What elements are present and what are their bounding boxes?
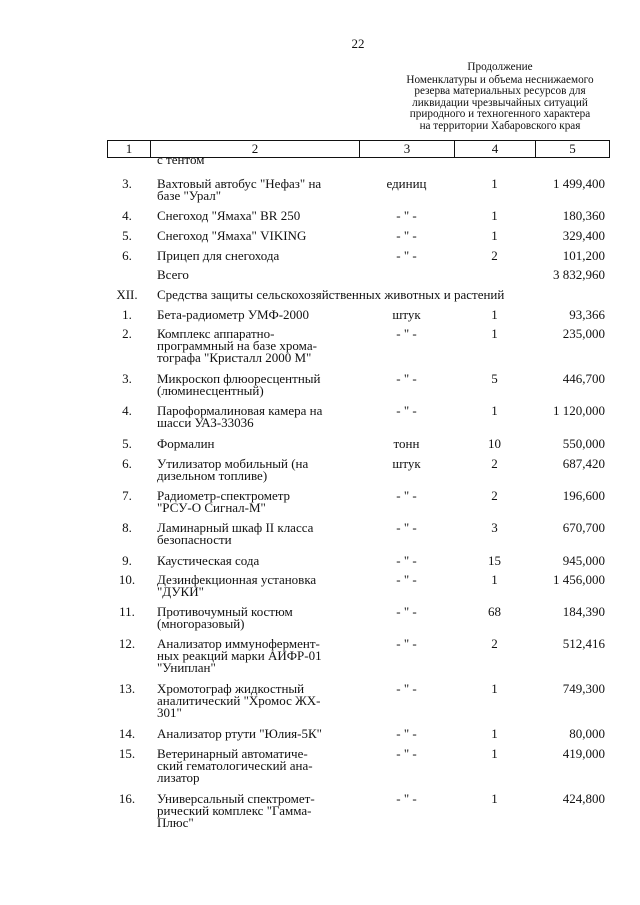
row-number: 6. xyxy=(122,248,132,263)
row-amount: 93,366 xyxy=(569,307,605,322)
row-number: 11. xyxy=(119,604,135,619)
row-quantity: 1 xyxy=(491,746,498,761)
row-name-line: Прицеп для снегохода xyxy=(157,248,280,263)
row-quantity: 2 xyxy=(491,636,498,651)
row-unit: - " - xyxy=(396,604,417,619)
row-amount: 424,800 xyxy=(562,791,605,806)
row-number: 3. xyxy=(122,371,132,386)
row-name xyxy=(157,638,362,674)
row-name-line: дизельном топливе) xyxy=(157,468,268,483)
row-quantity: 15 xyxy=(488,553,501,568)
row-number: 7. xyxy=(122,488,132,503)
row-name-line: Снегоход "Ямаха" BR 250 xyxy=(157,208,301,223)
row-quantity: 10 xyxy=(488,436,501,451)
row-name-line: Ветеринарный автоматиче- xyxy=(157,746,308,761)
row-number: 1. xyxy=(122,307,132,322)
row-name-line: с тентом xyxy=(157,152,205,167)
row-name xyxy=(157,178,362,202)
total-amount: 3 832,960 xyxy=(553,267,605,282)
row-name-line: ных реакций марки АИФР-01 xyxy=(157,648,322,663)
row-name xyxy=(157,555,362,567)
row-quantity: 1 xyxy=(491,791,498,806)
row-unit: тонн xyxy=(393,436,420,451)
row-name xyxy=(157,438,362,450)
row-name xyxy=(157,793,362,829)
row-quantity: 1 xyxy=(491,307,498,322)
row-name xyxy=(157,230,362,242)
row-unit: - " - xyxy=(396,726,417,741)
row-amount: 80,000 xyxy=(569,726,605,741)
row-unit: - " - xyxy=(396,488,417,503)
row-name-line: лизатор xyxy=(157,770,200,785)
row-name-line: Универсальный спектромет- xyxy=(157,791,315,806)
row-name-line: рический комплекс "Гамма- xyxy=(157,803,312,818)
row-name xyxy=(157,683,362,719)
row-amount: 945,000 xyxy=(562,553,605,568)
row-number: 4. xyxy=(122,403,132,418)
row-name-line: базе "Урал" xyxy=(157,188,222,203)
continuation-line: на территории Хабаровского края xyxy=(419,119,581,132)
row-name-line: аналитический "Хромос ЖХ- xyxy=(157,693,321,708)
row-amount: 512,416 xyxy=(562,636,605,651)
continuation-line: природного и техногенного характера xyxy=(409,108,591,121)
row-unit: - " - xyxy=(396,553,417,568)
row-name-line: шасси УАЗ-33036 xyxy=(157,415,254,430)
row-name xyxy=(157,574,362,598)
row-amount: 446,700 xyxy=(562,371,605,386)
row-name xyxy=(157,210,362,222)
row-quantity: 3 xyxy=(491,520,498,535)
row-unit: - " - xyxy=(396,681,417,696)
row-amount: 419,000 xyxy=(562,746,605,761)
row-quantity: 68 xyxy=(488,604,501,619)
row-name-line: ский гематологический ана- xyxy=(157,758,313,773)
row-unit: - " - xyxy=(396,371,417,386)
row-name-line: 301" xyxy=(157,705,182,720)
row-name-line: Утилизатор мобильный (на xyxy=(157,456,309,471)
row-unit: - " - xyxy=(396,791,417,806)
row-amount: 749,300 xyxy=(562,681,605,696)
row-quantity: 1 xyxy=(491,572,498,587)
row-name-line: тографа "Кристалл 2000 М" xyxy=(157,350,312,365)
continuation-line: ликвидации чрезвычайных ситуаций xyxy=(412,96,588,109)
row-number: 3. xyxy=(122,176,132,191)
row-number: 4. xyxy=(122,208,132,223)
continuation-line: резерва материальных ресурсов для xyxy=(414,85,586,98)
row-number: 5. xyxy=(122,436,132,451)
column-header-amount: 5 xyxy=(535,141,610,157)
row-unit: - " - xyxy=(396,228,417,243)
column-header-name: 2 xyxy=(150,141,359,157)
row-unit: штук xyxy=(392,307,421,322)
row-unit: - " - xyxy=(396,248,417,263)
row-unit: - " - xyxy=(396,746,417,761)
row-name xyxy=(157,309,362,321)
row-name-line: безопасности xyxy=(157,532,232,547)
row-amount: 1 120,000 xyxy=(553,403,605,418)
row-amount: 235,000 xyxy=(562,326,605,341)
row-unit: единиц xyxy=(386,176,427,191)
row-name-line: (люминесцентный) xyxy=(157,383,264,398)
row-amount: 687,420 xyxy=(562,456,605,471)
row-amount: 1 456,000 xyxy=(553,572,605,587)
row-name xyxy=(157,748,362,784)
row-name xyxy=(157,405,362,429)
row-name xyxy=(157,154,362,166)
section-number: XII. xyxy=(116,287,138,302)
row-name-line: программный на базе хрома- xyxy=(157,338,317,353)
row-quantity: 1 xyxy=(491,403,498,418)
row-unit: - " - xyxy=(396,636,417,651)
row-name-line: "ДУКИ" xyxy=(157,584,204,599)
row-unit: - " - xyxy=(396,572,417,587)
row-name xyxy=(157,458,362,482)
row-name-line: (многоразовый) xyxy=(157,616,245,631)
row-name-line: Бета-радиометр УМФ-2000 xyxy=(157,307,310,322)
row-quantity: 1 xyxy=(491,681,498,696)
row-name xyxy=(157,606,362,630)
row-name-line: Микроскоп флюоресцентный xyxy=(157,371,321,386)
continuation-label: Продолжение xyxy=(467,61,533,73)
page-number: 22 xyxy=(351,36,365,51)
row-number: 12. xyxy=(118,636,136,651)
row-number: 2. xyxy=(122,326,132,341)
column-header-unit: 3 xyxy=(359,141,454,157)
row-number: 8. xyxy=(122,520,132,535)
row-name xyxy=(157,728,362,740)
row-name-line: Формалин xyxy=(157,436,215,451)
row-name xyxy=(157,373,362,397)
row-name-line: Каустическая сода xyxy=(157,553,260,568)
row-unit: - " - xyxy=(396,403,417,418)
row-name-line: Анализатор иммунофермент- xyxy=(157,636,320,651)
row-name-line: Хромотограф жидкостный xyxy=(157,681,305,696)
column-header-quantity: 4 xyxy=(454,141,535,157)
row-amount: 1 499,400 xyxy=(553,176,605,191)
row-name-line: "РСУ-О Сигнал-М" xyxy=(157,500,266,515)
row-number: 6. xyxy=(122,456,132,471)
row-quantity: 1 xyxy=(491,326,498,341)
column-header-number: 1 xyxy=(107,141,150,157)
continuation-line: Номенклатуры и объема неснижаемого xyxy=(406,73,594,86)
row-name-line: "Униплан" xyxy=(157,660,216,675)
row-name-line: Комплекс аппаратно- xyxy=(157,326,275,341)
row-amount: 101,200 xyxy=(562,248,605,263)
row-quantity: 2 xyxy=(491,456,498,471)
row-name xyxy=(157,328,362,364)
row-quantity: 1 xyxy=(491,228,498,243)
row-name-line: Радиометр-спектрометр xyxy=(157,488,291,503)
row-number: 10. xyxy=(118,572,136,587)
row-unit: штук xyxy=(392,456,421,471)
row-unit: - " - xyxy=(396,520,417,535)
row-quantity: 1 xyxy=(491,726,498,741)
row-name xyxy=(157,522,362,546)
row-name-line: Вахтовый автобус "Нефаз" на xyxy=(157,176,322,191)
row-unit: - " - xyxy=(396,208,417,223)
row-name xyxy=(157,250,362,262)
row-number: 16. xyxy=(118,791,136,806)
row-number: 13. xyxy=(118,681,136,696)
row-number: 9. xyxy=(122,553,132,568)
row-quantity: 1 xyxy=(491,176,498,191)
row-number: 15. xyxy=(118,746,136,761)
section-title: Средства защиты сельскохозяйственных животных и растений xyxy=(157,287,505,302)
row-unit: - " - xyxy=(396,326,417,341)
row-amount: 550,000 xyxy=(562,436,605,451)
row-name-line: Противочумный костюм xyxy=(157,604,293,619)
row-number: 5. xyxy=(122,228,132,243)
row-name-line: Ламинарный шкаф II класса xyxy=(157,520,314,535)
row-amount: 196,600 xyxy=(562,488,605,503)
row-number: 14. xyxy=(118,726,136,741)
row-quantity: 5 xyxy=(491,371,498,386)
row-name xyxy=(157,490,362,514)
row-name-line: Снегоход "Ямаха" VIKING xyxy=(157,228,307,243)
row-quantity: 2 xyxy=(491,248,498,263)
total-label: Всего xyxy=(157,267,189,282)
row-quantity: 2 xyxy=(491,488,498,503)
row-name-line: Дезинфекционная установка xyxy=(157,572,317,587)
row-amount: 329,400 xyxy=(562,228,605,243)
row-name-line: Анализатор ртути "Юлия-5К" xyxy=(157,726,322,741)
row-amount: 180,360 xyxy=(562,208,605,223)
row-name-line: Плюс" xyxy=(157,815,194,830)
row-quantity: 1 xyxy=(491,208,498,223)
row-amount: 184,390 xyxy=(562,604,605,619)
row-amount: 670,700 xyxy=(562,520,605,535)
row-name-line: Пароформалиновая камера на xyxy=(157,403,323,418)
continuation-note xyxy=(380,62,620,133)
